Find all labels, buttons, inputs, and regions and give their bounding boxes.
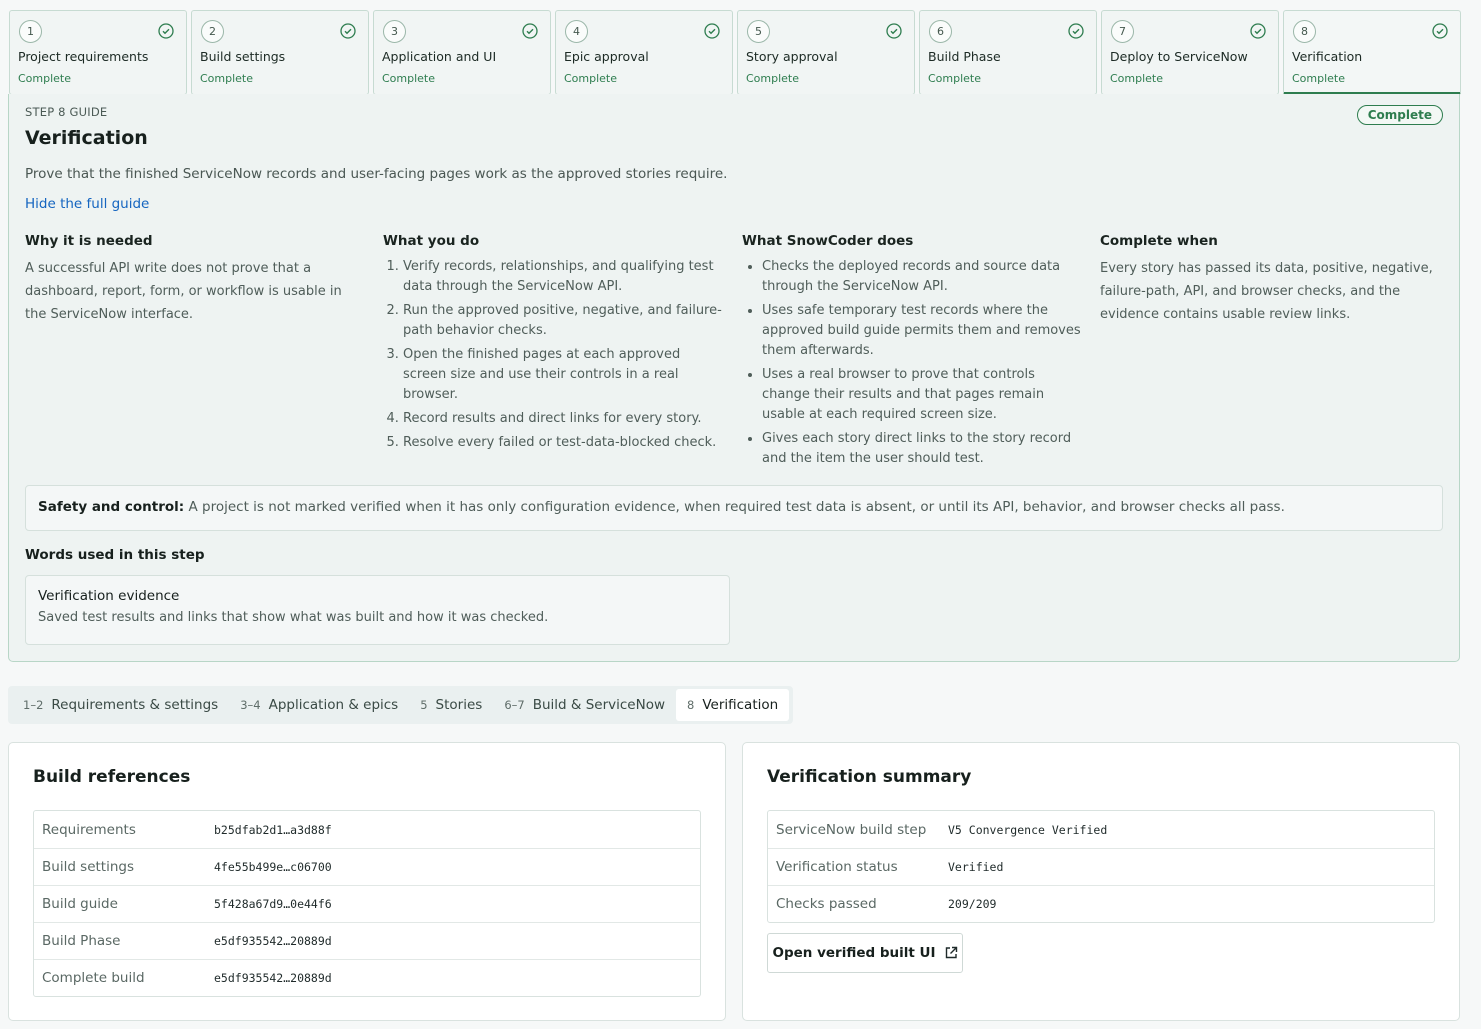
complete-when-column bbox=[1100, 233, 1440, 326]
step-status: Complete bbox=[1110, 72, 1164, 85]
why-needed-title: Why it is needed bbox=[25, 233, 153, 249]
tab-number: 6–7 bbox=[504, 698, 525, 712]
row-value: b25dfab2d1…a3d88f bbox=[214, 822, 332, 837]
open-verified-ui-label: Open verified built UI bbox=[772, 945, 936, 961]
safety-label: Safety and control: bbox=[38, 499, 185, 515]
verification-summary-table bbox=[767, 810, 1435, 923]
row-value: V5 Convergence Verified bbox=[948, 822, 1108, 837]
tab-label: Stories bbox=[435, 697, 483, 713]
table-row bbox=[768, 848, 1434, 885]
what-snowcoder-does-list bbox=[742, 257, 1082, 469]
step-status: Complete bbox=[564, 72, 618, 85]
step-title: Application and UI bbox=[382, 49, 497, 64]
open-verified-ui-button[interactable] bbox=[767, 933, 963, 973]
stepper bbox=[9, 10, 1461, 95]
step-8[interactable] bbox=[1283, 10, 1461, 95]
table-row bbox=[34, 811, 700, 848]
table-row bbox=[34, 885, 700, 922]
build-references-card bbox=[8, 742, 726, 1021]
step-title: Story approval bbox=[746, 49, 838, 64]
glossary-term: Verification evidence bbox=[38, 588, 180, 604]
step-number: 2 bbox=[201, 20, 224, 43]
list-item: • Checks the deployed records and source data through the ServiceNow API. bbox=[762, 257, 1082, 297]
step-number: 6 bbox=[929, 20, 952, 43]
list-item: • Uses a real browser to prove that controls change their results and that pages remain usable at each required screen size. bbox=[762, 365, 1082, 425]
glossary-term-card bbox=[25, 575, 730, 645]
row-key: Build guide bbox=[42, 896, 118, 912]
check-circle-icon bbox=[704, 23, 720, 39]
step-title: Epic approval bbox=[564, 49, 649, 64]
safety-text: A project is not marked verified when it has only configuration evidence, when required test data is absent, or until its API, behavior, and browser checks all pass. bbox=[188, 499, 1285, 515]
step-title: Build settings bbox=[200, 49, 286, 64]
row-key: Build Phase bbox=[42, 933, 121, 949]
hide-guide-link[interactable]: Hide the full guide bbox=[25, 196, 150, 212]
tab-verification[interactable] bbox=[676, 689, 789, 721]
row-key: Checks passed bbox=[776, 896, 877, 912]
check-circle-icon bbox=[1250, 23, 1266, 39]
step-7[interactable] bbox=[1101, 10, 1279, 95]
guide-title: Verification bbox=[25, 127, 148, 149]
step-title: Verification bbox=[1292, 49, 1363, 64]
build-references-title: Build references bbox=[33, 767, 191, 787]
step-status: Complete bbox=[200, 72, 254, 85]
step-status: Complete bbox=[382, 72, 436, 85]
list-item: 2. Run the approved positive, negative, and failure-path behavior checks. bbox=[403, 301, 723, 341]
words-title: Words used in this step bbox=[25, 547, 205, 563]
why-needed-text: A successful API write does not prove that a dashboard, report, form, or workflow is usable in the ServiceNow interface. bbox=[25, 261, 342, 322]
step-1[interactable] bbox=[9, 10, 187, 95]
step-title: Build Phase bbox=[928, 49, 1001, 64]
verification-summary-title: Verification summary bbox=[767, 767, 972, 787]
what-snowcoder-does-column bbox=[742, 233, 1082, 473]
check-circle-icon bbox=[1068, 23, 1084, 39]
step-status: Complete bbox=[928, 72, 982, 85]
list-item: • Uses safe temporary test records where the approved build guide permits them and removes them afterwards. bbox=[762, 301, 1082, 361]
check-circle-icon bbox=[886, 23, 902, 39]
tab-label: Requirements & settings bbox=[51, 697, 219, 713]
table-row bbox=[34, 848, 700, 885]
tab-stories[interactable] bbox=[409, 689, 493, 721]
row-key: Requirements bbox=[42, 821, 136, 838]
tab-label: Verification bbox=[702, 697, 779, 713]
what-you-do-list bbox=[383, 257, 723, 453]
step-2[interactable] bbox=[191, 10, 369, 95]
step-3[interactable] bbox=[373, 10, 551, 95]
tab-number: 3–4 bbox=[240, 698, 261, 712]
table-row bbox=[34, 959, 700, 996]
check-circle-icon bbox=[158, 23, 174, 39]
what-you-do-column bbox=[383, 233, 723, 457]
complete-when-text: Every story has passed its data, positive, negative, failure-path, API, and browser checks, and the evidence contains usable review links. bbox=[1100, 261, 1433, 322]
section-tabs bbox=[8, 686, 793, 724]
status-badge: Complete bbox=[1357, 105, 1443, 125]
check-circle-icon bbox=[522, 23, 538, 39]
table-row bbox=[768, 811, 1434, 848]
table-row bbox=[34, 922, 700, 959]
tab-label: Application & epics bbox=[268, 697, 399, 713]
check-circle-icon bbox=[1432, 23, 1448, 39]
table-row bbox=[768, 885, 1434, 922]
tab-build-servicenow[interactable] bbox=[493, 689, 676, 721]
external-link-icon bbox=[944, 946, 958, 960]
tab-requirements-settings[interactable] bbox=[12, 689, 229, 721]
step-title: Project requirements bbox=[18, 49, 149, 64]
tab-number: 5 bbox=[420, 698, 428, 712]
step-status: Complete bbox=[18, 72, 72, 85]
step-number: 3 bbox=[383, 20, 406, 43]
list-item: 4. Record results and direct links for every story. bbox=[403, 409, 723, 429]
step-number: 1 bbox=[19, 20, 42, 43]
step-number: 5 bbox=[747, 20, 770, 43]
verification-summary-card bbox=[742, 742, 1460, 1021]
row-value: 5f428a67d9…0e44f6 bbox=[214, 897, 332, 911]
row-value: 4fe55b499e…c06700 bbox=[214, 860, 332, 874]
step-status: Complete bbox=[746, 72, 800, 85]
step-number: 8 bbox=[1293, 20, 1316, 43]
why-needed-column bbox=[25, 233, 365, 326]
what-you-do-title: What you do bbox=[383, 233, 480, 249]
list-item: • Gives each story direct links to the story record and the item the user should test. bbox=[762, 429, 1082, 469]
row-value: e5df935542…20889d bbox=[214, 971, 332, 985]
step-number: 4 bbox=[565, 20, 588, 43]
tab-application-epics[interactable] bbox=[229, 689, 409, 721]
row-key: Complete build bbox=[42, 970, 145, 986]
list-item: 3. Open the finished pages at each approved screen size and use their controls in a real browser. bbox=[403, 345, 723, 405]
step-guide-panel bbox=[8, 94, 1460, 662]
step-title: Deploy to ServiceNow bbox=[1110, 49, 1248, 64]
guide-eyebrow: STEP 8 GUIDE bbox=[25, 105, 108, 119]
glossary-definition: Saved test results and links that show what was built and how it was checked. bbox=[38, 610, 549, 625]
safety-note bbox=[25, 485, 1443, 531]
row-key: Verification status bbox=[776, 859, 898, 875]
step-number: 7 bbox=[1111, 20, 1134, 43]
step-6[interactable] bbox=[919, 10, 1097, 95]
build-references-table bbox=[33, 810, 701, 997]
list-item: 5. Resolve every failed or test-data-blocked check. bbox=[403, 433, 723, 453]
row-value: e5df935542…20889d bbox=[214, 934, 332, 948]
complete-when-title: Complete when bbox=[1100, 233, 1218, 249]
list-item: 1. Verify records, relationships, and qualifying test data through the ServiceNow API. bbox=[403, 257, 723, 297]
row-value: 209/209 bbox=[948, 897, 997, 911]
step-status: Complete bbox=[1292, 72, 1346, 85]
step-5[interactable] bbox=[737, 10, 915, 95]
what-snowcoder-does-title: What SnowCoder does bbox=[742, 233, 914, 249]
step-4[interactable] bbox=[555, 10, 733, 95]
tab-number: 1–2 bbox=[23, 698, 44, 712]
row-key: ServiceNow build step bbox=[776, 821, 927, 838]
row-value: Verified bbox=[948, 860, 1004, 874]
check-circle-icon bbox=[340, 23, 356, 39]
guide-lead: Prove that the finished ServiceNow records and user-facing pages work as the approved stories require. bbox=[25, 166, 728, 182]
row-key: Build settings bbox=[42, 859, 135, 875]
tab-label: Build & ServiceNow bbox=[532, 697, 665, 713]
tab-number: 8 bbox=[687, 698, 695, 712]
